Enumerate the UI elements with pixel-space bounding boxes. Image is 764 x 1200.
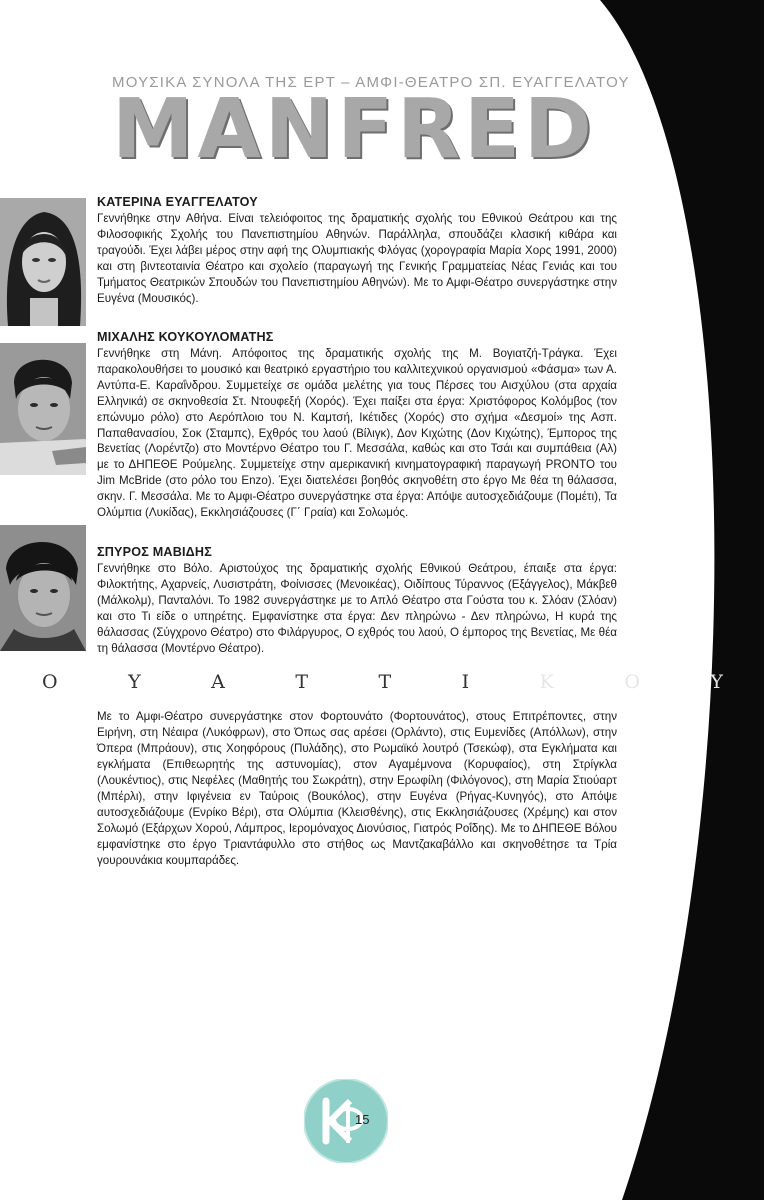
- bio-name: ΣΠΥΡΟΣ ΜΑΒΙΔΗΣ: [97, 545, 212, 559]
- bio-spyros: [97, 544, 617, 656]
- bio-text: Γεννήθηκε στο Βόλο. Αριστούχος της δραματικής σχολής Εθνικού Θεάτρου, έπαιξε στα έργα: Φιλοκτήτης, Αχαρνείς, Λυσιστράτη, Φοίνισσες (Μενοικέας), Οιδίπους Τύραννος (Εξάγγελος), Μάκβεθ (Μάλκολμ), Πανταλόνι. Το 1982 συνεργάστηκε με το Απλό Θέατρο στα Γούστα του κ. Σλόαν (Σλόαν) και στο Τι είδε ο υπηρέτης. Εμφανίστηκε στα έργα: Δεν πληρώνω - Δεν πληρώνω, Η κυρά της θάλασσας (Σύγχρονο Θέατρο) στο Φιλάργυρος, Ο εχθρός του λαού, Ο έμπορος της Βενετίας, Με θέα τη θάλασσα (Μοντέρνο Θέατρο).: [97, 562, 617, 655]
- portrait-photo-3: [0, 525, 86, 651]
- bio-spyros-continuation: Με το Αμφι-Θέατρο συνεργάστηκε στον Φορτουνάτο (Φορτουνάτος), στους Επιτρέποντες, στην Ειρήνη, στη Νέαιρα (Λυκόφρων), στο Όπως σας αρέσει (Ορλάντο), στις Ευμενίδες (Απόλλων), στην Όπερα (Μπράουν), στις Χοηφόρους (Πυλάδης), στο Ρωμαϊκό λουτρό (Τσεκώφ), στα Εγκλήματα και εγκλήματα (Επιθεωρητής της αστυνομίας), στον Αγαμέμνονα (Κορυφαίος), στη Στρίγκλα (Λουκέντιος), στις Νεφέλες (Μαθητής του Σωκράτη), στην Ερωφίλη (Φιλόγονος), στη Μαρία Στιούαρτ (Μπέρλι), στην Ιφιγένεια εν Ταύροις (Βουκόλος), στην Ευγένα (Ρήγας-Κυνηγός), στο Απόψε αυτοσχεδιάζουμε (Ενρίκο Βέρι), στα Ολύμπια (Κλεισθένης), στις Εκκλησιάζουσες (Χρέμης) και στον Σολωμό (Εξάρχων Χορού, Λάμπρος, Ιερομόναχος Διονύσιος, Γιατρός Ροΐδης). Με το ΔΗΠΕΘΕ Βόλου εμφανίστηκε στο έργο Τριαντάφυλλο στο στήθος ως Μαντζακαβάλλο και σκηνοθέτησε τα Τρία γουρουνάκια κουμπαράδες.: [97, 710, 617, 867]
- logo-letter: M: [112, 82, 194, 177]
- banner-letter: Υ: [710, 671, 723, 693]
- banner-letter: Ο: [624, 671, 640, 693]
- bio-text: Γεννήθηκε στην Αθήνα. Είναι τελειόφοιτος της δραματικής σχολής του Εθνικού Θεάτρου και της Φιλοσοφικής Σχολής του Πανεπιστημίου Αθηνών. Παράλληλα, σπουδάζει κλασική κιθάρα και τραγούδι. Έχει λάβει μέρος στην αφή της Ολυμπιακής Φλόγας (χορογραφία Μαρία Χορς 1991, 2000) και στη βιντεοταινία Θέατρο και σχολείο (παραγωγή της Γενικής Γραμματείας Νέας Γενιάς και του Τμήματος Θεατρικών Σπουδών του Πανεπιστημίου Αθηνών). Με το Αμφι-Θέατρο συνεργάστηκε στην Ευγένα (Μουσικός).: [97, 212, 617, 305]
- banner-letter: Τ: [378, 671, 392, 693]
- logo-letter: F: [337, 82, 394, 177]
- bio-katerina: [97, 194, 617, 306]
- logo-letter: E: [464, 82, 521, 177]
- bio-text: Γεννήθηκε στη Μάνη. Απόφοιτος της δραματικής σχολής της Μ. Βογιατζή-Τράγκα. Έχει παρακολουθήσει το μουσικό και θεατρικό εργαστήριο του καλλιτεχνικού οργανισμού «Φάσμα» των Α. Αντύπα-Ε. Καραΐνδρου. Συμμετείχε σε ομάδα μελέτης για τους Πέρσες του Αισχύλου (στα αρχαία Ελληνικά) σε σκηνοθεσία Στ. Ντουφεξή (Χορός). Έχει παίξει στα έργα: Χριστόφορος Κολόμβος (τον επώνυμο ρόλο) στο Αερόπλοιο του Ν. Καμτσή, Ικέτιδες (Χορός) στο σχήμα «Δεσμοί» της Ασπ. Παπαθανασίου, Σοκ (Σταμπς), Εχθρός του λαού (Βίλιγκ), Δον Κιχώτης (Δον Κιχώτης), Έμπορος της Βενετίας (Λορέντζο) στο Μοντέρνο Θέατρο του Γ. Μεσσάλα, καθώς και στο Τσάι και συμπάθεια (Αλ) με το ΔΗΠΕΘΕ Ρούμελης. Συμμετείχε στην αμερικανική κινηματογραφική παραγωγή PRONTO του Jim McBride (στο ρόλο του Enzo). Έχει διατελέσει βοηθός σκηνοθέτη στο έργο Με θέα τη θάλασσα, σκην. Γ. Μεσσάλα. Με το Αμφι-Θέατρο συνεργάστηκε στα έργα: Απόψε αυτοσχεδιάζουμε (Πομέτι), Τα Ολύμπια (Λυκίδας), Εκκλησιάζουσες (Γ΄ Γραία) και Σολωμός.: [97, 347, 617, 520]
- banner-letter: Κ: [539, 671, 554, 693]
- header-subtitle: ΜΟΥΣΙΚΑ ΣΥΝΟΛΑ ΤΗΣ ΕΡΤ – ΑΜΦΙ-ΘΕΑΤΡΟ ΣΠ. ΕΥΑΓΓΕΛΑΤΟΥ: [112, 74, 630, 91]
- banner-letter: Ο: [42, 671, 58, 693]
- bio-name: ΚΑΤΕΡΙΝΑ ΕΥΑΓΓΕΛΑΤΟΥ: [97, 195, 258, 209]
- banner-letter: Τ: [295, 671, 308, 693]
- banner-letter: Υ: [128, 671, 141, 693]
- banner-letters: [0, 668, 764, 696]
- banner-letter: Α: [211, 671, 225, 693]
- bio-michalis: [97, 329, 617, 521]
- portrait-photo-2: [0, 343, 86, 475]
- banner-letter: Ι: [461, 671, 470, 693]
- logo-letter: A: [197, 82, 261, 177]
- manfred-logo: [112, 82, 592, 177]
- logo-letter: N: [264, 82, 334, 177]
- logo-letter: D: [523, 82, 592, 177]
- kf-emblem-icon: [304, 1079, 388, 1163]
- portrait-photo-1: [0, 198, 86, 326]
- logo-letter: R: [397, 82, 461, 177]
- page-number: 15: [355, 1112, 370, 1127]
- bio-name: ΜΙΧΑΛΗΣ ΚΟΥΚΟΥΛΟΜΑΤΗΣ: [97, 330, 274, 344]
